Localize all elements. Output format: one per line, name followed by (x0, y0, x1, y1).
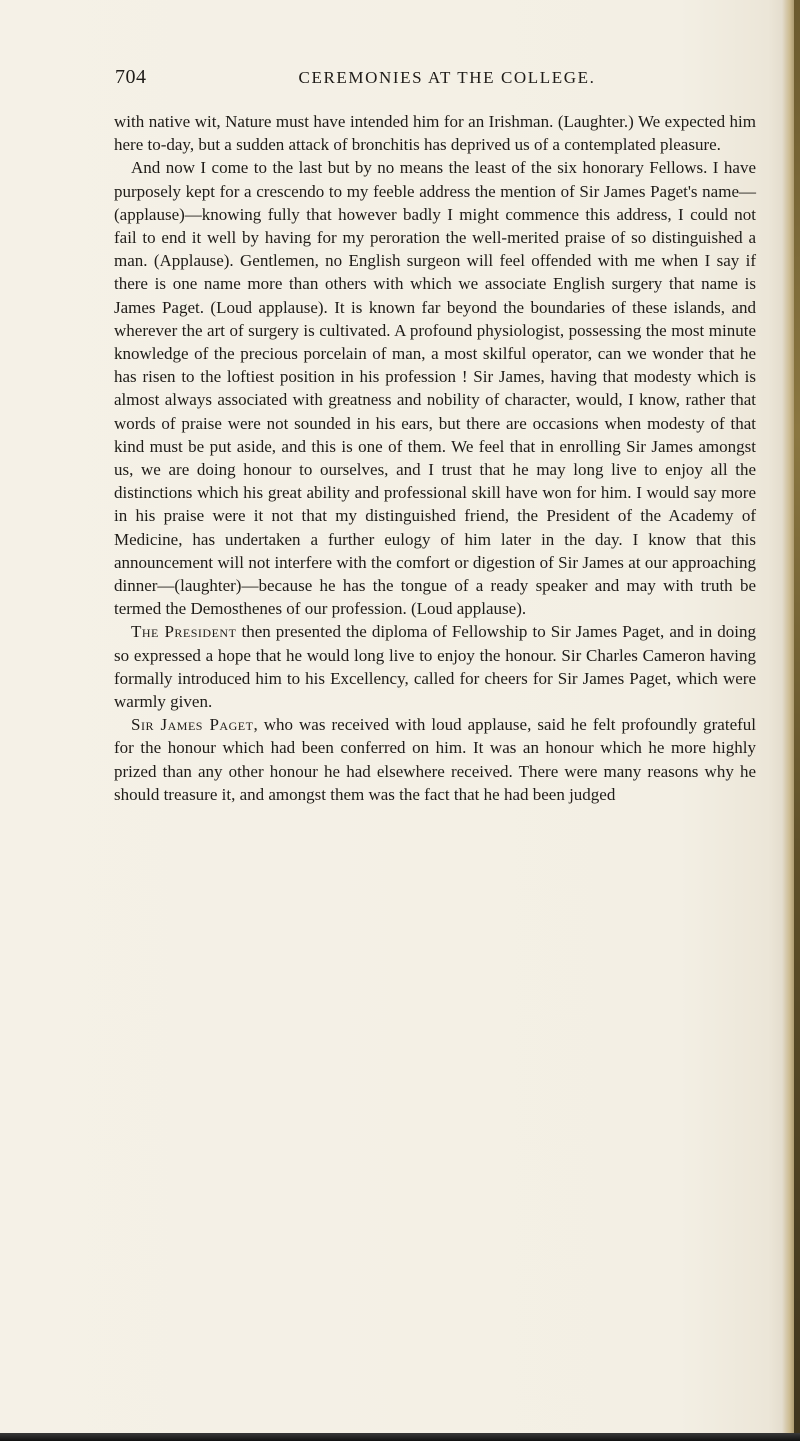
speaker-name: Sir James Paget (131, 715, 254, 735)
page-number: 704 (115, 66, 147, 88)
paragraph-4 (114, 713, 756, 806)
paragraph-4-text: , who was received with loud applause, said he felt profoundly grateful for the honour which had been conferred on him. It was an honour which he more highly prized than any other honour he had elsewhere received. There were many reasons why he should treasure it, and amongst them was the fact that he had been judged (114, 715, 756, 804)
paragraph-1 (114, 110, 756, 156)
page-header (115, 66, 755, 96)
paragraph-1-text: with native wit, Nature must have intended him for an Irishman. (Laughter.) We expected him here to-day, but a sudden attack of bronchitis has deprived us of a contemplated pleasure. (114, 112, 756, 155)
body-text (114, 110, 756, 806)
bottom-edge (0, 1433, 800, 1441)
paragraph-3-text: then presented the diploma of Fellowship to Sir James Paget, and in doing so expressed a hope that he would long live to enjoy the honour. Sir Charles Cameron having formally introduced him to his Excellency, called for cheers for Sir James Paget, which were warmly given. (114, 622, 756, 712)
speaker-name: The President (131, 622, 237, 642)
running-title: CEREMONIES AT THE COLLEGE. (298, 68, 596, 87)
paragraph-2-text: And now I come to the last but by no means the least of the six honorary Fellows. I have purposely kept for a crescendo to my feeble address the mention of Sir James Paget's name—(applause)—knowing fully that however badly I might commence this address, I could not fail to end it well by having for my peroration the well-merited praise of so distinguished a man. (Applause). Gentlemen, no English surgeon will feel offended with me when I say if there is one name more than others with which we associate English surgery that name is James Paget. (Loud applause). It is known far beyond the boundaries of these islands, and wherever the art of surgery is cultivated. A profound physiologist, possessing the most minute knowledge of the precious porcelain of man, a most skilful operator, can we wonder that he has risen to the loftiest position in his profession ! Sir James, having that modesty which is almost always associated with greatness and nobility of character, would, I know, rather that words of praise were not sounded in his ears, but there are occasions when modesty of that kind must be put aside, and this is one of them. We feel that in enrolling Sir James amongst us, we are doing honour to ourselves, and I trust that he may long live to enjoy all the distinctions which his great ability and professional skill have won for him. I would say more in his praise were it not that my distinguished friend, the President of the Academy of Medicine, has undertaken a further eulogy of him later in the day. I know that this announcement will not interfere with the comfort or digestion of Sir James at our approaching dinner—(laughter)—because he has the tongue of a ready speaker and may with truth be termed the Demosthenes of our profession. (Loud applause). (114, 158, 756, 619)
paragraph-2 (114, 156, 756, 620)
paragraph-3 (114, 620, 756, 713)
page-binding-edge (794, 0, 800, 1441)
